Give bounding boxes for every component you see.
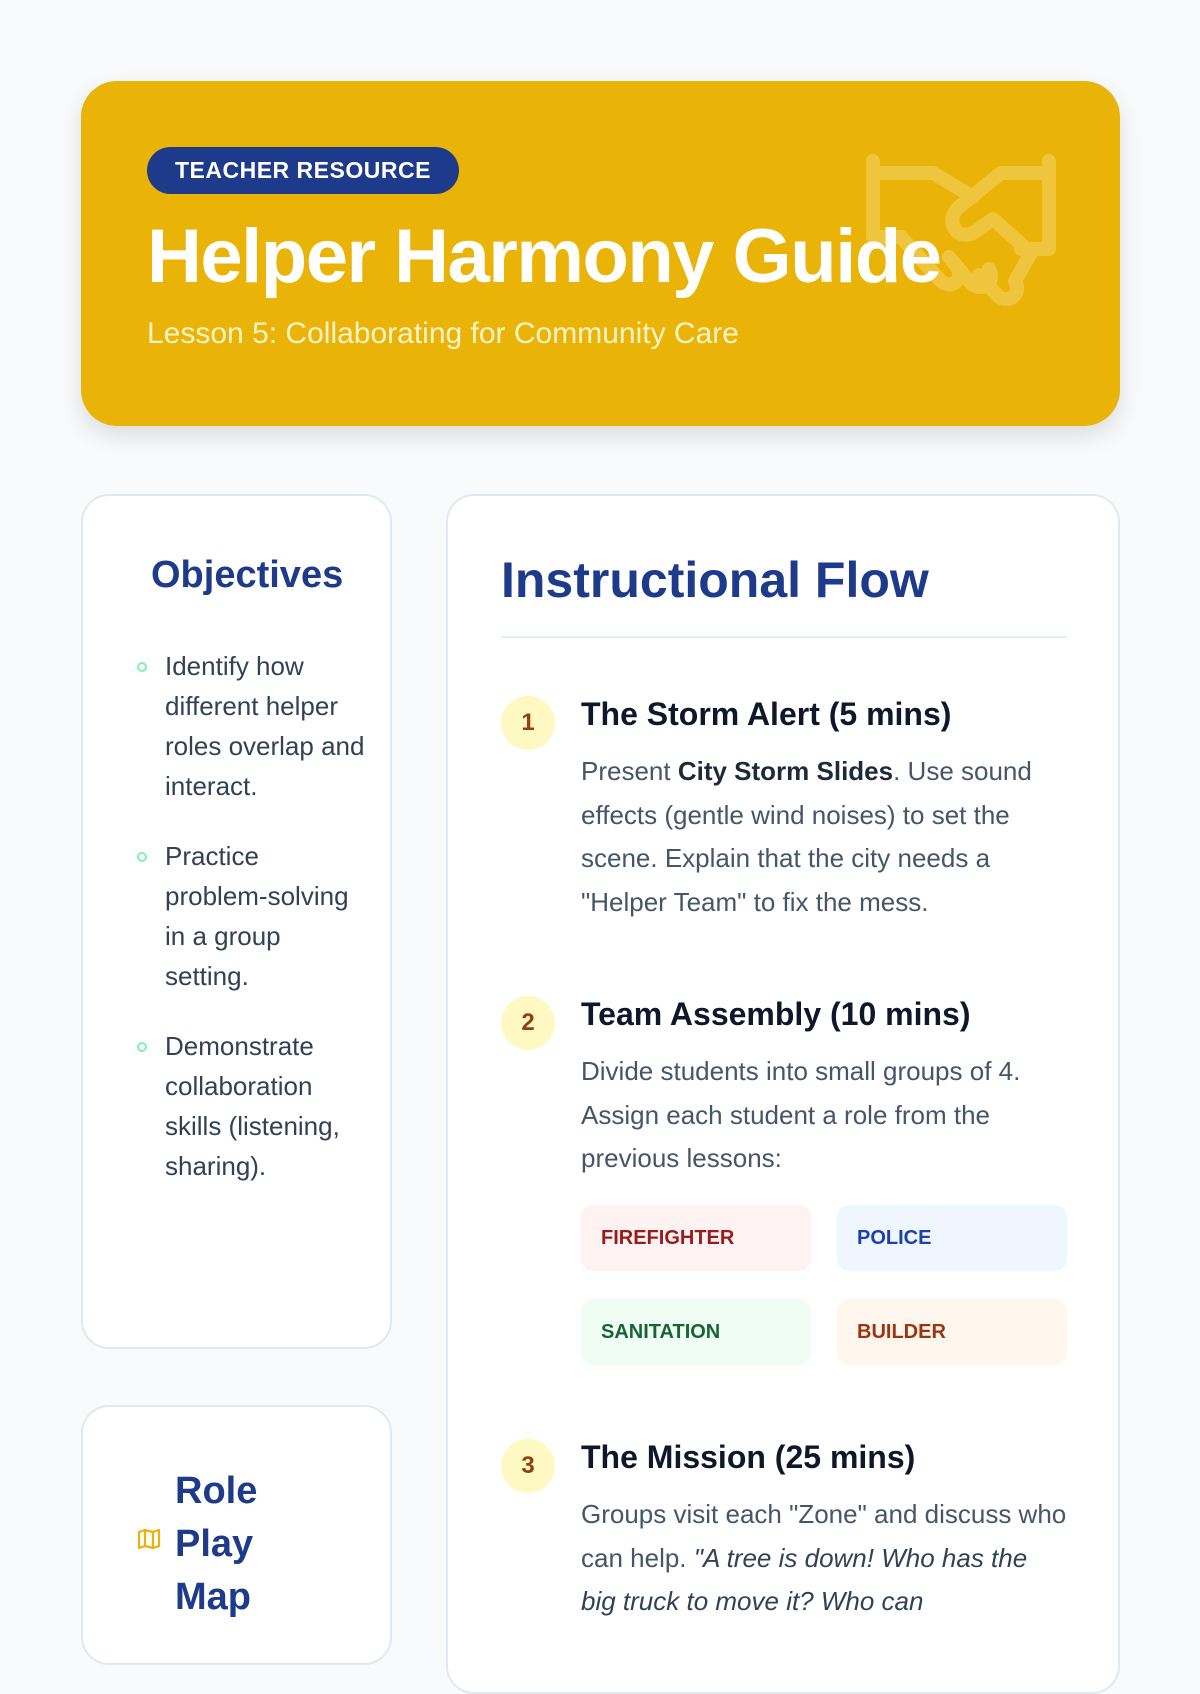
step-title: Team Assembly (10 mins) — [581, 996, 971, 1032]
step-description: Groups visit each "Zone" and discuss who can help. "A tree is down! Who has the big truck to move it? Who can — [581, 1499, 1067, 1616]
step-title: The Mission (25 mins) — [581, 1439, 916, 1475]
teacher-resource-badge: TEACHER RESOURCE — [147, 147, 459, 194]
scenario-quote: "A tree is down! Who has the big truck to move it? Who can — [581, 1542, 1028, 1616]
circle-bullet-icon — [137, 1042, 147, 1052]
resource-name: City Storm Slides — [677, 756, 894, 786]
objectives-title: Objectives — [151, 554, 344, 596]
list-item — [137, 1026, 367, 1186]
objectives-list — [137, 646, 367, 1216]
lesson-header — [81, 81, 1120, 426]
role-play-map-card — [81, 1405, 392, 1665]
objectives-card — [81, 494, 392, 1349]
step-number-badge: 2 — [501, 996, 555, 1050]
step-number-badge: 1 — [501, 696, 555, 750]
instructional-flow-card — [446, 494, 1120, 1694]
step-title: The Storm Alert (5 mins) — [581, 696, 952, 732]
objective-text: Practice problem-solving in a group setting. — [165, 841, 349, 991]
role-tags — [581, 1205, 1067, 1365]
objective-text: Identify how different helper roles overlap and interact. — [165, 651, 365, 801]
step-number-badge: 3 — [501, 1439, 555, 1493]
step-description: Divide students into small groups of 4. Assign each student a role from the previous lessons: — [581, 1056, 1021, 1173]
section-divider — [501, 636, 1067, 638]
lesson-subtitle: Lesson 5: Collaborating for Community Care — [147, 317, 739, 350]
list-item — [137, 646, 367, 806]
role-tag-builder: BUILDER — [837, 1299, 1067, 1365]
role-tag-firefighter: FIREFIGHTER — [581, 1205, 811, 1271]
circle-bullet-icon — [137, 662, 147, 672]
role-tag-sanitation: SANITATION — [581, 1299, 811, 1365]
role-tag-police: POLICE — [837, 1205, 1067, 1271]
map-icon — [137, 1527, 161, 1551]
circle-bullet-icon — [137, 852, 147, 862]
role-play-map-title: Role Play Map — [175, 1470, 258, 1618]
page-title: Helper Harmony Guide — [147, 214, 941, 299]
list-item — [137, 836, 367, 996]
objective-text: Demonstrate collaboration skills (listening, sharing). — [165, 1031, 340, 1181]
instructional-flow-title: Instructional Flow — [501, 552, 929, 608]
step-description: Present City Storm Slides. Use sound effects (gentle wind noises) to set the scene. Explain that the city needs a "Helper Team" to fix the mess. — [581, 756, 1032, 917]
